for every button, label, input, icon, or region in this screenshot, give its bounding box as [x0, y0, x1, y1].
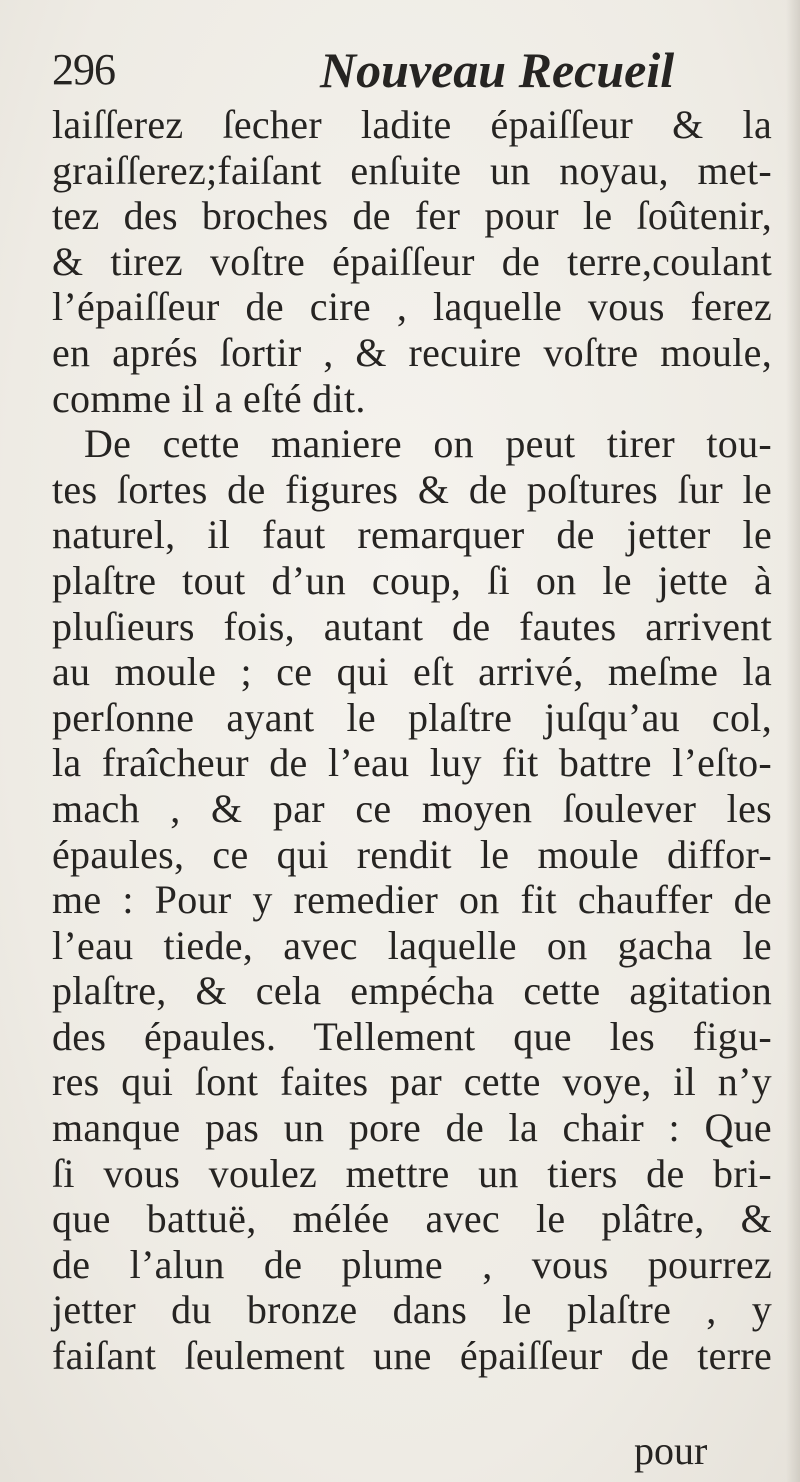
text-line: la fraîcheur de l’eau luy fit battre l’eſto- — [52, 740, 772, 786]
running-title: Nouveau Recueil — [320, 42, 675, 98]
text-line: plaſtre tout d’un coup, ſi on le jette à — [52, 557, 772, 603]
page-header — [52, 40, 752, 100]
text-line: perſonne ayant le plaſtre juſqu’au col, — [52, 694, 772, 740]
text-line: me : Pour y remedier on fit chauffer de — [52, 877, 772, 923]
text-line: l’eau tiede, avec laquelle on gacha le — [52, 922, 772, 968]
text-line: épaules, ce qui rendit le moule diffor- — [52, 831, 772, 877]
text-line: tez des broches de fer pour le ſoûtenir, — [52, 193, 772, 239]
text-line: au moule ; ce qui eſt arrivé, meſme la — [52, 649, 772, 695]
text-line: l’épaiſſeur de cire , laquelle vous ferez — [52, 284, 772, 330]
text-line: ſi vous voulez mettre un tiers de bri- — [52, 1150, 772, 1196]
text-line: faiſant ſeulement une épaiſſeur de terre — [52, 1333, 772, 1379]
catchword: pour — [634, 1428, 708, 1473]
text-line: graiſſerez;faiſant enſuite un noyau, met- — [52, 147, 772, 193]
text-line: res qui ſont faites par cette voye, il n’y — [52, 1059, 772, 1105]
body-text — [52, 102, 772, 1379]
text-line: en aprés ſortir , & recuire voſtre moule, — [52, 329, 772, 375]
text-line: tes ſortes de figures & de poſtures ſur le — [52, 466, 772, 512]
text-line: & tirez voſtre épaiſſeur de terre,coulant — [52, 238, 772, 284]
text-line: laiſſerez ſecher ladite épaiſſeur & la — [52, 102, 772, 147]
text-line: De cette maniere on peut tirer tou- — [84, 421, 772, 467]
text-line: plaſtre, & cela empécha cette agitation — [52, 968, 772, 1014]
text-line: comme il a eſté dit. — [52, 375, 366, 421]
page-number: 296 — [52, 45, 115, 94]
text-line: que battuë, mélée avec le plâtre, & — [52, 1196, 772, 1242]
text-line: manque pas un pore de la chair : Que — [52, 1105, 772, 1151]
text-line: des épaules. Tellement que les figu- — [52, 1013, 772, 1059]
text-line: naturel, il faut remarquer de jetter le — [52, 512, 772, 558]
page-edge-shadow — [786, 0, 800, 1482]
text-line: de l’alun de plume , vous pourrez — [52, 1241, 772, 1287]
text-line: pluſieurs fois, autant de fautes arrivent — [52, 603, 772, 649]
text-line: mach , & par ce moyen ſoulever les — [52, 785, 772, 831]
text-line: jetter du bronze dans le plaſtre , y — [52, 1287, 772, 1333]
